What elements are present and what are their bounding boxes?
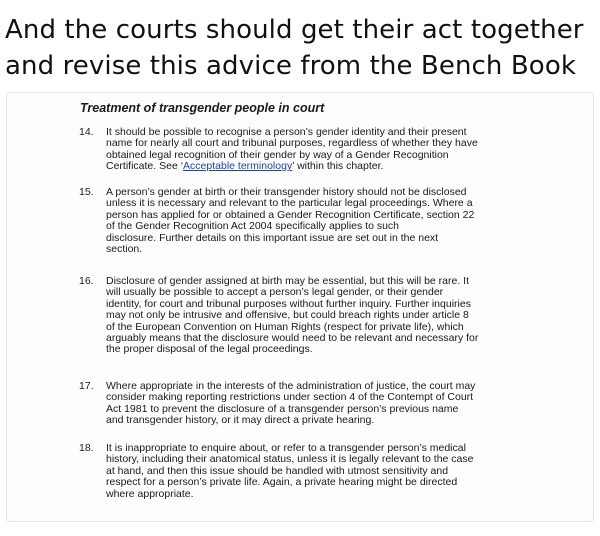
- paragraph-line: where appropriate.: [106, 487, 194, 500]
- paragraph-number: 16.: [79, 275, 94, 287]
- document-heading: Treatment of transgender people in court: [80, 101, 325, 115]
- paragraph-line: respect for a person’s private life. Again, a private hearing might be directed: [106, 476, 458, 489]
- paragraph-line: consider making reporting restrictions under section 4 of the Contempt of Court: [106, 391, 474, 404]
- paragraph-line: name for nearly all court and tribunal purposes, regardless of whether they have: [106, 137, 478, 150]
- bench-book-excerpt: [7, 93, 593, 521]
- paragraph-line: [106, 161, 586, 172]
- paragraph-line: and transgender history, or it may direct a private hearing.: [106, 414, 375, 427]
- paragraph-line: unless it is necessary and relevant to the particular legal proceedings. Where a: [106, 197, 473, 210]
- line-suffix: ’ within this chapter.: [292, 160, 384, 173]
- paragraph-line: It should be possible to recognise a person’s gender identity and their present: [106, 126, 467, 138]
- paragraph-line: of the Gender Recognition Act 2004 specifically applies to such: [106, 220, 400, 233]
- paragraph-line: person has applied for or obtained a Gender Recognition Certificate, section 22: [106, 208, 475, 221]
- paragraph-line: at hand, and then this issue should be handled with utmost sensitivity and: [106, 464, 449, 477]
- paragraph-number: 14.: [79, 126, 94, 138]
- line-prefix: Certificate. See ‘: [106, 160, 184, 173]
- paragraph-line: section.: [106, 243, 143, 256]
- paragraph-number: 17.: [79, 380, 94, 392]
- paragraph-number: 15.: [79, 186, 94, 198]
- paragraph-line: Where appropriate in the interests of the administration of justice, the court may: [106, 380, 476, 392]
- attached-image[interactable]: [6, 92, 594, 522]
- paragraph-line: may not only be intrusive and offensive, but could breach rights under article 8: [106, 309, 469, 322]
- paragraph-line: identity, for court and tribunal purposes without further inquiry. Further inquiries: [106, 297, 471, 310]
- paragraph-line: disclosure. Further details on this important issue are set out in the next: [106, 231, 439, 244]
- acceptable-terminology-link[interactable]: Acceptable terminology: [183, 160, 293, 173]
- paragraph-line: history, including their anatomical status, unless it is legally relevant to the case: [106, 453, 474, 466]
- paragraph-line: obtained legal recognition of their gender by way of a Gender Recognition: [106, 148, 449, 161]
- paragraph-line: It is inappropriate to enquire about, or refer to a transgender person’s medical: [106, 442, 466, 454]
- paragraph-line: A person’s gender at birth or their transgender history should not be disclosed: [106, 186, 467, 198]
- cropped-previous-content: [0, 0, 600, 10]
- paragraph-line: will usually be possible to accept a person’s legal gender, or their gender: [106, 286, 444, 299]
- paragraph-line: of the European Convention on Human Rights (respect for private life), which: [106, 320, 464, 333]
- paragraph-line: the proper disposal of the legal proceedings.: [106, 343, 313, 356]
- paragraph-line: arguably means that the disclosure would need to be relevant and necessary for: [106, 332, 479, 345]
- paragraph-line: Act 1981 to prevent the disclosure of a transgender person’s previous name: [106, 402, 459, 415]
- paragraph-line: Disclosure of gender assigned at birth may be essential, but this will be rare. It: [106, 275, 470, 287]
- paragraph-number: 18.: [79, 442, 94, 454]
- tweet-text: [5, 12, 597, 84]
- tweet-text-line: and revise this advice from the Bench Book: [5, 51, 576, 81]
- tweet-text-line: And the courts should get their act together: [5, 15, 584, 45]
